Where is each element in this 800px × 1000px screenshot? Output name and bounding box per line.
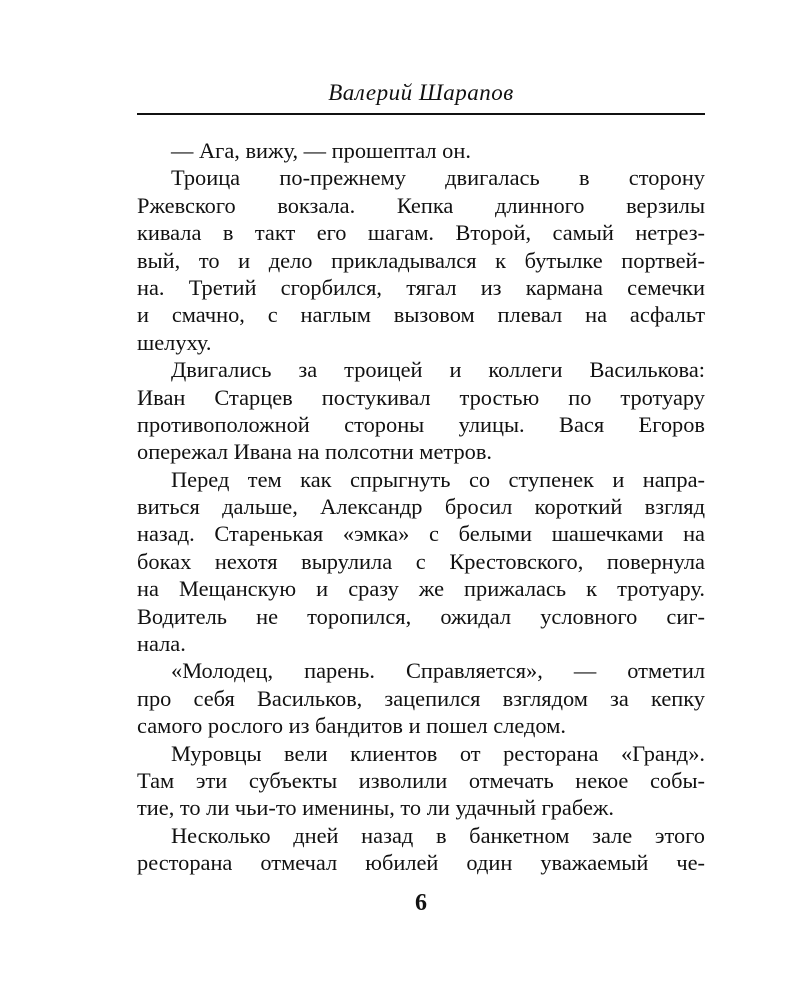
text-line: противоположной стороны улицы. Вася Егоров — [137, 411, 705, 437]
text-line: самого рослого из бандитов и пошел следом. — [137, 713, 566, 739]
text-line: Там эти субъекты изволили отмечать некое собы- — [137, 767, 705, 793]
text-line: Иван Старцев постукивал тростью по тротуару — [137, 384, 705, 410]
text-line: Водитель не торопился, ожидал условного сиг- — [137, 603, 705, 629]
text-line: вый, то и дело прикладывался к бутылке портвей- — [137, 247, 705, 273]
text-line: ресторана отмечал юбилей один уважаемый че- — [137, 850, 705, 876]
text-line: кивала в такт его шагам. Второй, самый нетрез- — [137, 220, 705, 246]
text-line: Муровцы вели клиентов от ресторана «Гранд». — [171, 740, 705, 766]
text-line: назад. Старенькая «эмка» с белыми шашечками на — [137, 521, 705, 547]
text-line: шелуху. — [137, 329, 212, 355]
text-line: Троица по-прежнему двигалась в сторону — [171, 165, 705, 191]
text-line: Ржевского вокзала. Кепка длинного верзилы — [137, 192, 705, 218]
running-header-author: Валерий Шарапов — [328, 80, 514, 105]
text-line: боках нехотя вырулила с Крестовского, повернула — [137, 548, 705, 574]
text-line: и смачно, с наглым вызовом плевал на асфальт — [137, 302, 705, 328]
text-line: про себя Васильков, зацепился взглядом за кепку — [137, 685, 705, 711]
body-text — [137, 137, 705, 877]
text-line: Несколько дней назад в банкетном зале этого — [171, 822, 705, 848]
text-line: тие, то ли чьи-то именины, то ли удачный грабеж. — [137, 795, 614, 821]
text-line: нала. — [137, 631, 186, 657]
text-line: — Ага, вижу, — прошептал он. — [171, 138, 471, 163]
text-line: «Молодец, парень. Справляется», — отметил — [171, 658, 705, 684]
text-line: на Мещанскую и сразу же прижалась к тротуару. — [137, 576, 705, 602]
header-rule — [137, 113, 705, 115]
text-line: виться дальше, Александр бросил короткий взгляд — [137, 494, 705, 520]
page-number: 6 — [415, 890, 427, 916]
text-line: Двигались за троицей и коллеги Василькова: — [171, 357, 705, 383]
text-line: на. Третий сгорбился, тягал из кармана семечки — [137, 274, 705, 300]
text-line: Перед тем как спрыгнуть со ступенек и напра- — [171, 466, 705, 492]
text-line: опережал Ивана на полсотни метров. — [137, 439, 493, 465]
